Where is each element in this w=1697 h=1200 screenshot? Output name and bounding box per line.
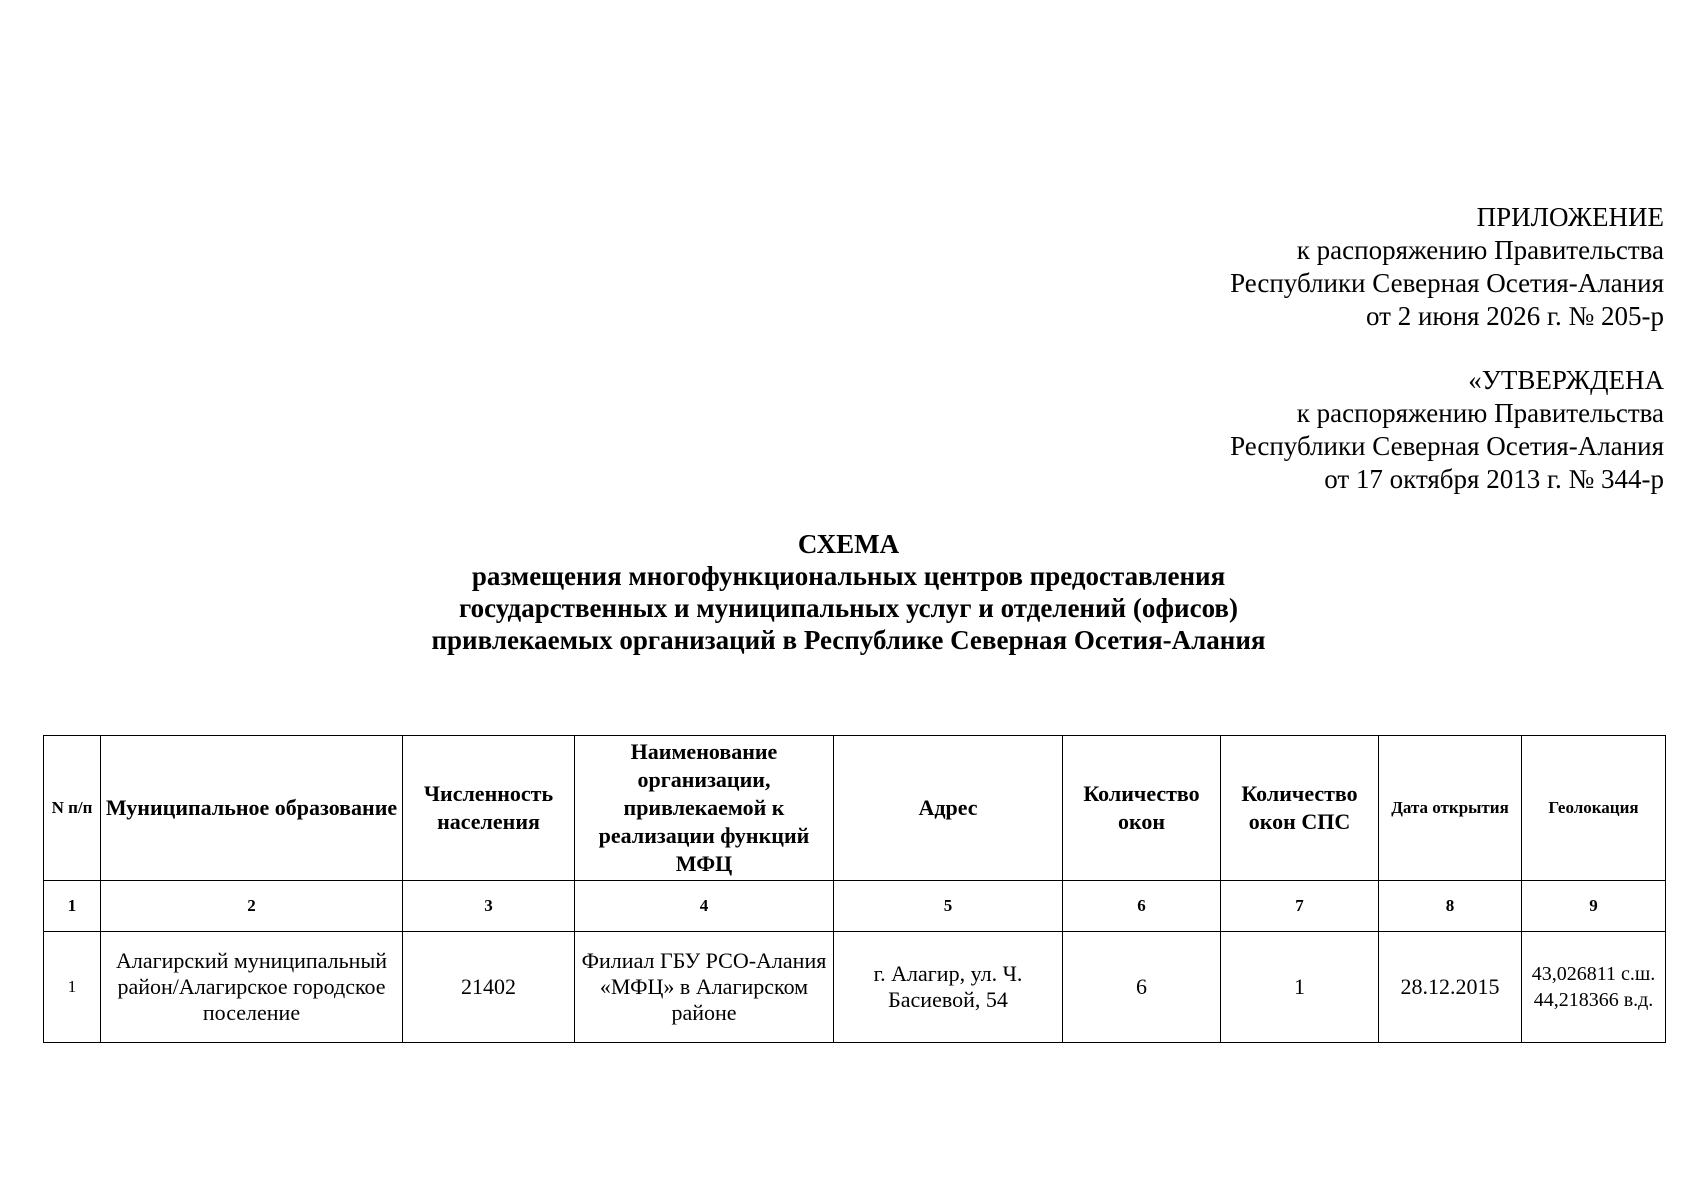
header-cell-windows-sps: Количество окон СПС bbox=[1221, 736, 1379, 881]
header-cell-geolocation: Геолокация bbox=[1522, 736, 1666, 881]
column-number-cell: 5 bbox=[834, 881, 1063, 932]
title-line: государственных и муниципальных услуг и отделений (офисов) bbox=[459, 593, 1238, 623]
cell-population: 21402 bbox=[403, 932, 575, 1043]
column-number-cell: 2 bbox=[101, 881, 403, 932]
table-column-number-row bbox=[44, 881, 1666, 932]
cell-address: г. Алагир, ул. Ч. Басиевой, 54 bbox=[834, 932, 1063, 1043]
cell-opening-date: 28.12.2015 bbox=[1379, 932, 1522, 1043]
approved-title: «УТВЕРЖДЕНА bbox=[1468, 365, 1664, 395]
header-cell-organization: Наименование организации, привлекаемой к реализации функций МФЦ bbox=[575, 736, 834, 881]
cell-organization: Филиал ГБУ РСО-Алания «МФЦ» в Алагирском районе bbox=[575, 932, 834, 1043]
cell-windows: 6 bbox=[1063, 932, 1221, 1043]
approved-line: Республики Северная Осетия-Алания bbox=[1230, 431, 1664, 461]
column-number-cell: 6 bbox=[1063, 881, 1221, 932]
header-cell-municipality: Муниципальное образование bbox=[101, 736, 403, 881]
appendix-header bbox=[1230, 201, 1664, 333]
header-cell-windows: Количество окон bbox=[1063, 736, 1221, 881]
header-cell-address: Адрес bbox=[834, 736, 1063, 881]
column-number-cell: 1 bbox=[44, 881, 101, 932]
approved-header bbox=[1230, 364, 1664, 496]
table-row bbox=[44, 932, 1666, 1043]
cell-windows-sps: 1 bbox=[1221, 932, 1379, 1043]
column-number-cell: 8 bbox=[1379, 881, 1522, 932]
cell-municipality: Алагирский муниципальный район/Алагирское городское поселение bbox=[101, 932, 403, 1043]
appendix-line: Республики Северная Осетия-Алания bbox=[1230, 268, 1664, 298]
title-line: размещения многофункциональных центров предоставления bbox=[471, 561, 1226, 591]
cell-num: 1 bbox=[44, 932, 101, 1043]
approved-date: от 17 октября 2013 г. № 344-р bbox=[1324, 464, 1664, 494]
column-number-cell: 3 bbox=[403, 881, 575, 932]
header-cell-population: Численность населения bbox=[403, 736, 575, 881]
column-number-cell: 4 bbox=[575, 881, 834, 932]
header-cell-opening-date: Дата открытия bbox=[1379, 736, 1522, 881]
title-line: привлекаемых организаций в Республике Северная Осетия-Алания bbox=[431, 625, 1266, 655]
header-cell-num: N п/п bbox=[44, 736, 101, 881]
appendix-line: к распоряжению Правительства bbox=[1296, 235, 1664, 265]
column-number-cell: 9 bbox=[1522, 881, 1666, 932]
mfc-placement-table bbox=[43, 735, 1666, 1043]
column-number-cell: 7 bbox=[1221, 881, 1379, 932]
table-header-row bbox=[44, 736, 1666, 881]
appendix-date: от 2 июня 2026 г. № 205-р bbox=[1366, 301, 1664, 331]
approved-line: к распоряжению Правительства bbox=[1296, 398, 1664, 428]
appendix-title: ПРИЛОЖЕНИЕ bbox=[1476, 202, 1664, 232]
document-title bbox=[0, 528, 1697, 656]
cell-geolocation: 43,026811 с.ш. 44,218366 в.д. bbox=[1522, 932, 1666, 1043]
title-main: СХЕМА bbox=[797, 529, 900, 559]
